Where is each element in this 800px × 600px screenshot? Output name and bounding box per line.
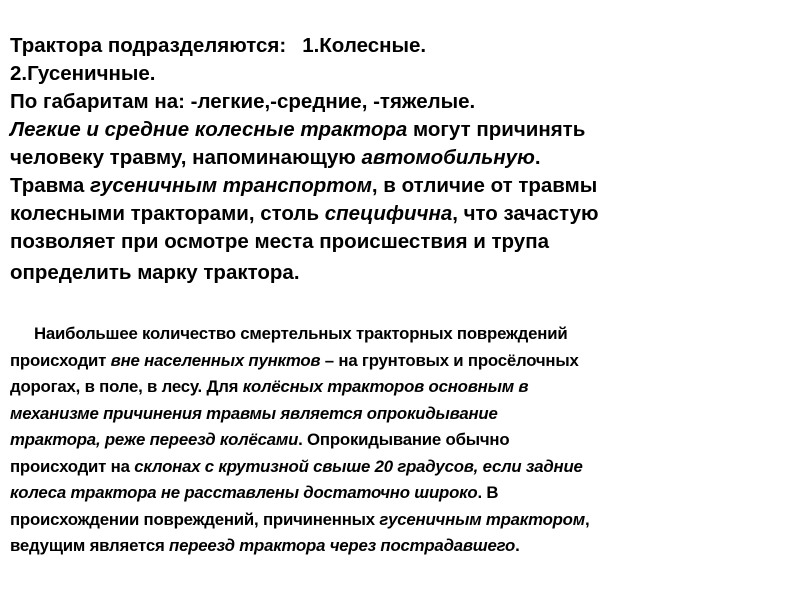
- italic-span: трактора, реже переезд колёсами: [10, 430, 299, 449]
- italic-span: склонах с крутизной свыше 20 градусов, если задние: [134, 456, 583, 476]
- italic-span: вне населенных пунктов: [110, 350, 321, 370]
- text-line: [10, 144, 795, 172]
- italic-span: гусеничным трактором: [379, 509, 585, 529]
- text-line: [10, 427, 795, 454]
- text-line: [10, 401, 795, 428]
- text-span: , что зачастую: [452, 202, 599, 225]
- italic-span: специфична: [324, 202, 453, 225]
- italic-span: колеса трактора не расставлены достаточно широко: [10, 483, 478, 502]
- text-line: [10, 200, 795, 228]
- text-span: – на грунтовых и просёлочных: [320, 350, 579, 370]
- text-span: . Опрокидывание обычно: [298, 430, 510, 449]
- italic-span: гусеничным транспортом: [90, 174, 372, 197]
- text-line: [10, 533, 795, 560]
- tractor-classification-paragraph: [10, 32, 795, 290]
- text-line: [10, 32, 795, 60]
- text-span: , в отличие от травмы: [371, 174, 598, 197]
- text-span: Трактора подразделяются:: [10, 34, 287, 57]
- text-span: происходит: [10, 350, 111, 370]
- text-span: ,: [584, 509, 590, 529]
- text-span: могут причинять: [407, 118, 586, 141]
- text-line: [10, 116, 795, 144]
- text-span: колесными тракторами, столь: [10, 202, 325, 225]
- text-line: позволяет при осмотре места происшествия и трупа: [10, 230, 549, 253]
- text-span: человеку травму, напоминающую: [10, 146, 362, 169]
- text-span: .: [534, 146, 541, 169]
- text-span: происхождении повреждений, причиненных: [10, 509, 380, 529]
- text-line: [10, 454, 795, 481]
- text-span: .: [515, 536, 520, 555]
- italic-span: Легкие и средние колесные трактора: [10, 118, 408, 141]
- fatal-injuries-paragraph: [10, 321, 795, 560]
- text-line: 2.Гусеничные.: [10, 62, 156, 85]
- text-line: [10, 348, 795, 375]
- text-line: [10, 374, 795, 401]
- text-line: определить марку трактора.: [10, 261, 300, 284]
- text-span: 1.Колесные.: [302, 34, 427, 57]
- italic-span: автомобильную: [361, 146, 535, 169]
- text-span: Травма: [10, 174, 90, 197]
- text-span: дорогах, в поле, в лесу. Для: [10, 377, 243, 396]
- italic-span: колёсных тракторов основным в: [242, 377, 529, 396]
- italic-span: переезд трактора через пострадавшего: [169, 536, 516, 555]
- text-line: [10, 172, 795, 200]
- text-span: происходит на: [10, 456, 135, 476]
- text-span: . В: [477, 483, 499, 502]
- text-line: [10, 480, 795, 507]
- italic-span: механизме причинения травмы является опрокидывание: [10, 403, 498, 423]
- text-span: ведущим является: [10, 536, 170, 555]
- text-line: [10, 507, 795, 534]
- text-line: По габаритам на: -легкие,-средние, -тяжелые.: [10, 90, 476, 113]
- text-line: Наибольшее количество смертельных тракторных повреждений: [34, 324, 568, 343]
